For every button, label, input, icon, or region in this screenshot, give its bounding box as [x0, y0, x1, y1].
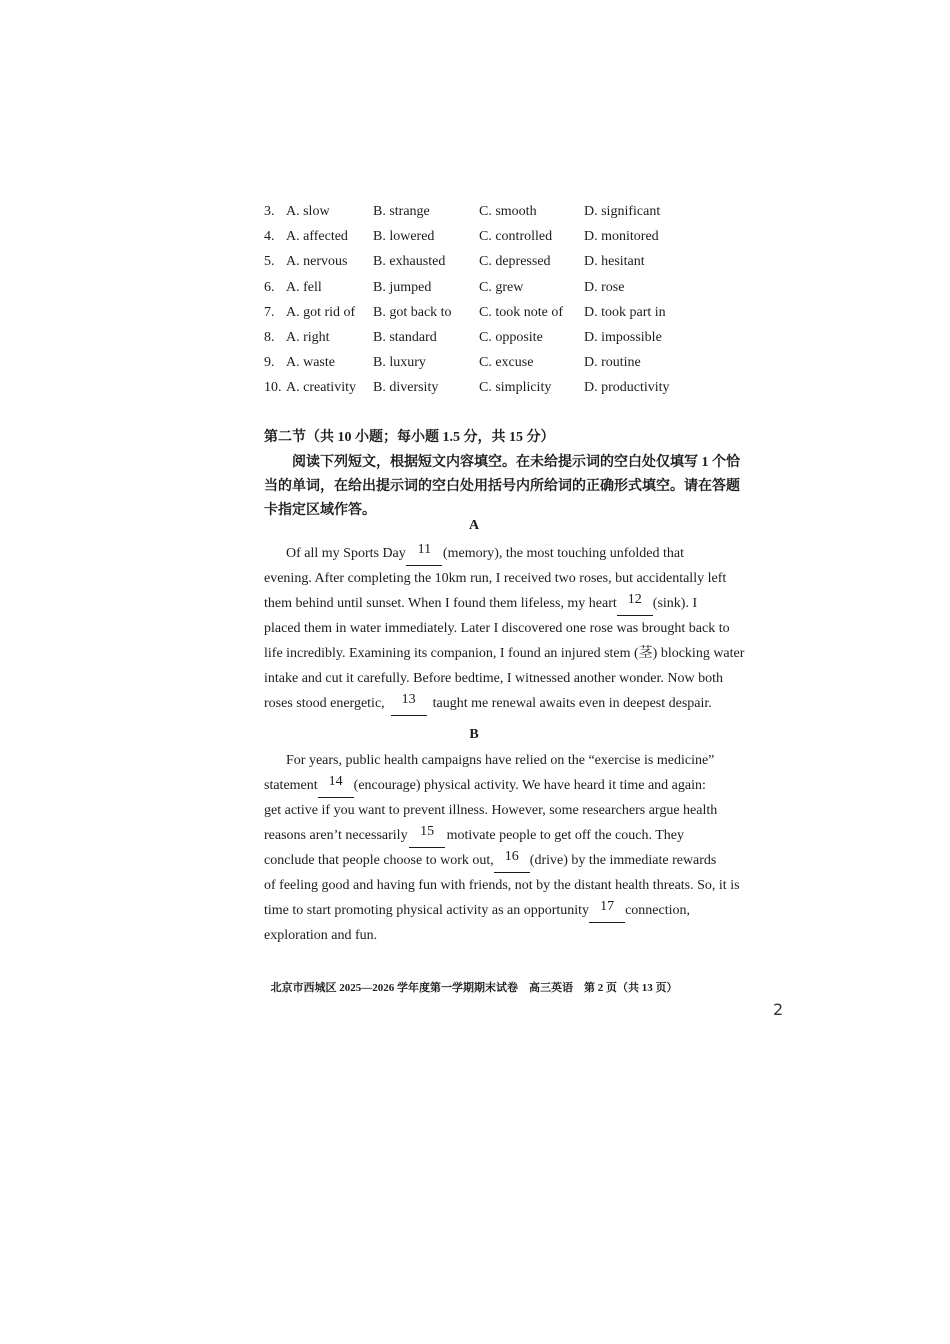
- line-text: taught me renewal awaits even in deepest despair.: [432, 696, 712, 711]
- blank-13[interactable]: 13: [391, 691, 427, 716]
- line-text: life incredibly. Examining its companion, I found an injured stem (茎) blocking water: [264, 646, 745, 661]
- option-a: A. slow: [286, 204, 330, 219]
- option-d: D. significant: [584, 204, 661, 219]
- line-text: (drive) by the immediate rewards: [529, 853, 717, 868]
- line-text: For years, public health campaigns have relied on the “exercise is medicine”: [286, 753, 715, 768]
- passage-b: [264, 748, 740, 948]
- question-number: 6.: [264, 279, 275, 295]
- line-text: (encourage) physical activity. We have heard it time and again:: [353, 778, 706, 793]
- line-text: time to start promoting physical activity as an opportunity: [264, 903, 590, 918]
- line-text: (sink). I: [652, 596, 698, 611]
- option-d: D. productivity: [584, 380, 670, 396]
- section-instructions: [264, 451, 740, 523]
- option-b: B. got back to: [373, 304, 452, 320]
- question-number: 10.: [264, 380, 282, 396]
- option-d: D. hesitant: [584, 254, 645, 270]
- option-c: C. depressed: [479, 254, 551, 270]
- passage-line: [264, 848, 717, 873]
- option-a: A. nervous: [286, 254, 348, 270]
- passage-line: [264, 691, 712, 716]
- question-number: 4.: [264, 229, 275, 245]
- blank-15[interactable]: 15: [409, 823, 445, 848]
- passage-line: [264, 591, 698, 616]
- line-text: of feeling good and having fun with friends, not by the distant health threats. So, it is: [264, 878, 740, 893]
- option-d: D. rose: [584, 279, 625, 295]
- section-heading: 第二节（共 10 小题；每小题 1.5 分，共 15 分）: [264, 430, 555, 445]
- option-d: D. impossible: [584, 329, 662, 345]
- passage-line: [264, 773, 706, 798]
- option-b: B. strange: [373, 204, 430, 219]
- option-a: A. got rid of: [286, 304, 356, 320]
- passage-b-title: B: [469, 727, 479, 742]
- blank-16[interactable]: 16: [494, 848, 530, 873]
- option-c: C. opposite: [479, 329, 543, 345]
- passage-line: [264, 823, 684, 848]
- line-text: placed them in water immediately. Later I discovered one rose was brought back to: [264, 621, 730, 636]
- option-a: A. right: [286, 329, 330, 345]
- option-c: C. smooth: [479, 204, 537, 219]
- line-text: exploration and fun.: [264, 928, 378, 943]
- option-a: A. affected: [286, 229, 348, 245]
- question-number: 5.: [264, 254, 275, 270]
- line-text: evening. After completing the 10km run, I received two roses, but accidentally left: [264, 571, 727, 586]
- passage-line: [264, 798, 718, 823]
- passage-line: [264, 541, 684, 566]
- question-number: 8.: [264, 329, 275, 345]
- passage-a-title: A: [468, 518, 480, 533]
- instruction-line: 卡指定区域作答。: [264, 503, 376, 518]
- passage-line: [264, 566, 727, 591]
- blank-14[interactable]: 14: [318, 773, 354, 798]
- option-b: B. exhausted: [373, 254, 446, 270]
- option-d: D. monitored: [584, 229, 659, 245]
- option-b: B. standard: [373, 329, 437, 345]
- line-text: (memory), the most touching unfolded that: [442, 546, 684, 561]
- option-b: B. jumped: [373, 279, 432, 295]
- option-c: C. took note of: [479, 304, 563, 320]
- line-text: get active if you want to prevent illness. However, some researchers argue health: [264, 803, 718, 818]
- passage-line: [264, 923, 684, 948]
- page-number: 2: [773, 1000, 784, 1019]
- option-d: D. routine: [584, 355, 641, 371]
- passage-line: [264, 748, 715, 773]
- blank-11[interactable]: 11: [406, 541, 442, 566]
- passage-line: [264, 641, 745, 666]
- blank-12[interactable]: 12: [617, 591, 653, 616]
- passage-line: [264, 616, 730, 641]
- page-footer: 北京市西城区 2025—2026 学年度第一学期期末试卷 高三英语 第 2 页（共 13 页）: [270, 982, 678, 994]
- line-text: roses stood energetic,: [264, 696, 385, 711]
- line-text: them behind until sunset. When I found them lifeless, my heart: [264, 596, 617, 611]
- option-b: B. luxury: [373, 355, 426, 371]
- option-d: D. took part in: [584, 304, 666, 320]
- passage-a: [264, 541, 745, 716]
- instruction-line: 当的单词，在给出提示词的空白处用括号内所给词的正确形式填空。请在答题: [264, 479, 740, 494]
- line-text: connection,: [625, 903, 690, 918]
- passage-line: [264, 898, 690, 923]
- line-text: motivate people to get off the couch. They: [446, 828, 684, 843]
- instruction-line: 阅读下列短文，根据短文内容填空。在未给提示词的空白处仅填写 1 个恰: [292, 455, 740, 470]
- option-c: C. grew: [479, 279, 524, 295]
- option-a: A. fell: [286, 279, 322, 295]
- line-text: intake and cut it carefully. Before bedtime, I witnessed another wonder. Now both: [264, 671, 724, 686]
- line-text: Of all my Sports Day: [286, 546, 406, 561]
- option-b: B. diversity: [373, 380, 439, 396]
- blank-17[interactable]: 17: [589, 898, 625, 923]
- option-a: A. waste: [286, 355, 335, 371]
- option-c: C. controlled: [479, 229, 553, 245]
- option-b: B. lowered: [373, 229, 435, 245]
- line-text: reasons aren’t necessarily: [264, 828, 408, 843]
- option-a: A. creativity: [286, 380, 356, 396]
- option-c: C. excuse: [479, 355, 534, 371]
- passage-line: [264, 873, 740, 898]
- question-number: 7.: [264, 304, 275, 320]
- question-number: 9.: [264, 355, 275, 371]
- line-text: conclude that people choose to work out,: [264, 853, 494, 868]
- option-c: C. simplicity: [479, 380, 552, 396]
- question-number: 3.: [264, 204, 275, 219]
- line-text: statement: [264, 778, 318, 793]
- passage-line: [264, 666, 724, 691]
